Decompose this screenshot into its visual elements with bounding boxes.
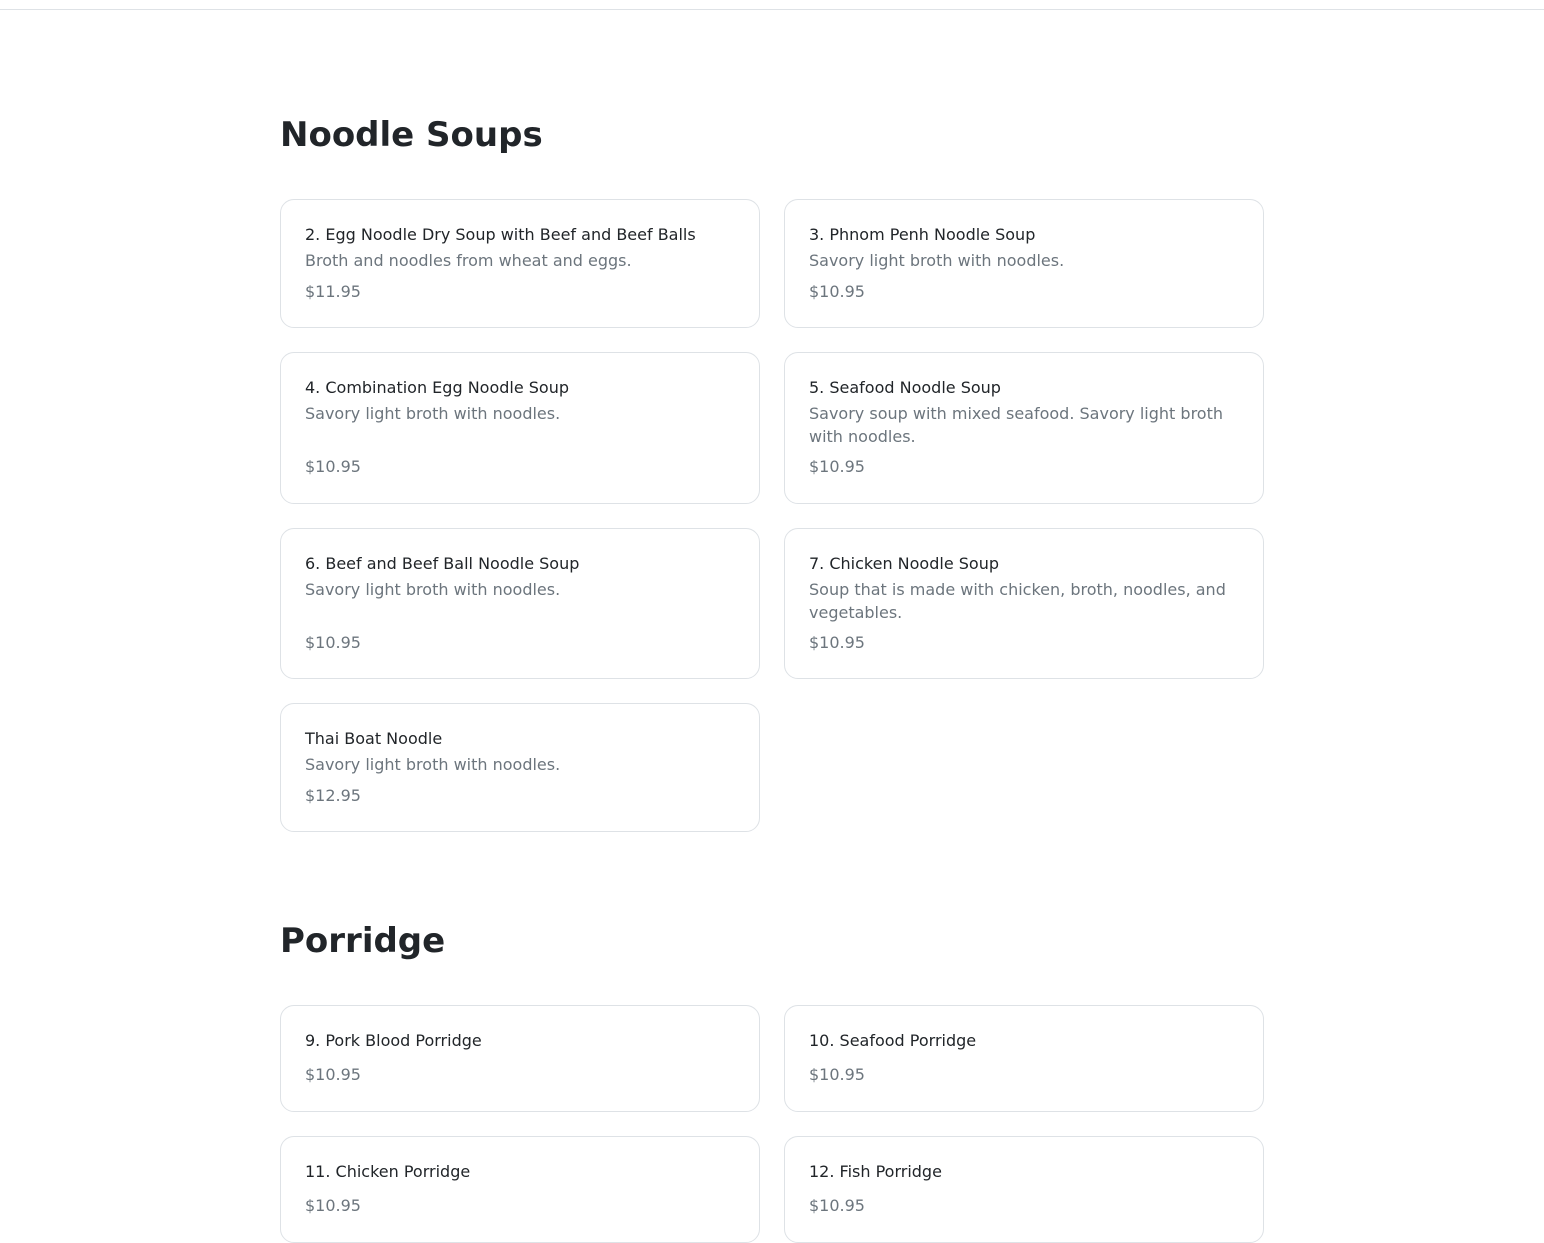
menu-item-description: Savory soup with mixed seafood. Savory light broth with noodles.: [809, 404, 1223, 446]
section-title-noodle-soups: Noodle Soups: [280, 115, 543, 155]
menu-item-card[interactable]: [280, 199, 760, 328]
menu-item-description: Savory light broth with noodles.: [305, 755, 561, 774]
menu-item-card[interactable]: [784, 199, 1264, 328]
menu-item-name: 7. Chicken Noodle Soup: [809, 554, 999, 573]
menu-item-description: Savory light broth with noodles.: [305, 404, 561, 423]
menu-item-card[interactable]: [784, 528, 1264, 679]
menu-item-price: $10.95: [305, 1196, 361, 1215]
menu-item-price: $10.95: [809, 633, 865, 652]
menu-item-name: 9. Pork Blood Porridge: [305, 1031, 482, 1050]
menu-item-name: Thai Boat Noodle: [305, 729, 443, 748]
menu-item-card[interactable]: [784, 1005, 1264, 1112]
menu-item-price: $10.95: [305, 457, 361, 476]
menu-item-name: 3. Phnom Penh Noodle Soup: [809, 225, 1036, 244]
menu-item-name: 12. Fish Porridge: [809, 1162, 942, 1181]
menu-item-name: 5. Seafood Noodle Soup: [809, 378, 1001, 397]
menu-item-price: $10.95: [305, 1065, 361, 1084]
menu-item-card[interactable]: [280, 703, 760, 832]
menu-item-price: $12.95: [305, 785, 361, 805]
menu-item-price: $10.95: [809, 1196, 865, 1215]
menu-item-price: $10.95: [809, 457, 865, 476]
menu-item-card[interactable]: [784, 352, 1264, 504]
menu-item-card[interactable]: [280, 1005, 760, 1112]
header-divider: [0, 9, 1544, 10]
menu-item-card[interactable]: [280, 528, 760, 679]
menu-item-price: $10.95: [305, 633, 361, 652]
menu-item-description: Savory light broth with noodles.: [809, 251, 1065, 270]
menu-item-card[interactable]: [280, 1136, 760, 1243]
menu-item-description: Broth and noodles from wheat and eggs.: [305, 251, 632, 270]
menu-item-card[interactable]: [280, 352, 760, 504]
menu-item-description: Soup that is made with chicken, broth, noodles, and vegetables.: [809, 580, 1226, 622]
menu-item-price: $10.95: [809, 281, 865, 301]
menu-item-name: 11. Chicken Porridge: [305, 1162, 471, 1181]
section-title-porridge: Porridge: [280, 921, 446, 961]
menu-item-name: 10. Seafood Porridge: [809, 1031, 977, 1050]
menu-item-name: 2. Egg Noodle Dry Soup with Beef and Beef Balls: [305, 225, 696, 244]
menu-item-name: 6. Beef and Beef Ball Noodle Soup: [305, 554, 580, 573]
menu-item-description: Savory light broth with noodles.: [305, 580, 561, 599]
menu-item-name: 4. Combination Egg Noodle Soup: [305, 378, 570, 397]
menu-item-card[interactable]: [784, 1136, 1264, 1243]
menu-item-price: $10.95: [809, 1065, 865, 1084]
menu-item-price: $11.95: [305, 281, 361, 301]
